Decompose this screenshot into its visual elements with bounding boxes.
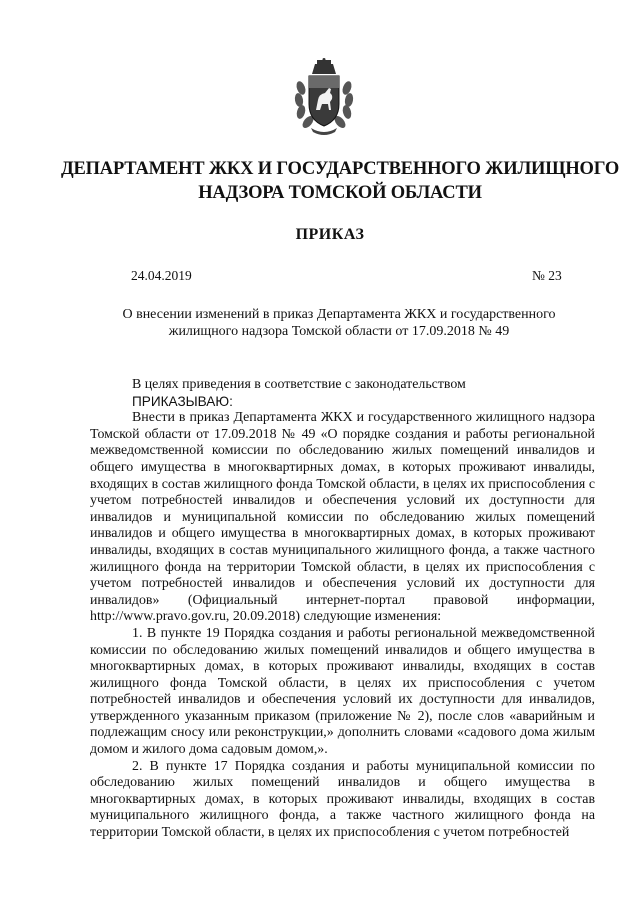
body-paragraph-main: Внести в приказ Департамента ЖКХ и государственного жилищного надзора Томской области от 17.09.2018 № 49 «О порядке создания и работы региональной межведомственной комиссии по обследованию жилых помещений инвалидов и общего имущества в многоквартирных домах, в которых проживают инвалиды, входящих в состав жилищного фонда Томской области, в целях их приспособления с учетом потребностей инвалидов и обеспечения условий их доступности для инвалидов и муниципальной комиссии по обследованию жилых помещений инвалидов и общего имущества в многоквартирных домах, в которых проживают инвалиды, входящих в состав муниципального жилищного фонда, а также частного жилищного фонда на территории Томской области, в целях их приспособления с учетом потребностей инвалидов и обеспечения условий их доступности для инвалидов» (Официальный интернет-портал правовой информации, http://www.pravo.gov.ru, 20.09.2018) следующие изменения: (90, 410, 595, 625)
order-subject-line2: жилищного надзора Томской области от 17.09.2018 № 49 (168, 324, 510, 339)
order-title: ПРИКАЗ (295, 226, 365, 243)
organization-name-line2: НАДЗОРА ТОМСКОЙ ОБЛАСТИ (198, 183, 482, 203)
order-body (90, 377, 595, 842)
intro-paragraph: В целях приведения в соответствие с законодательством (132, 377, 466, 392)
order-subject-line1: О внесении изменений в приказ Департамента ЖКХ и государственного (122, 307, 556, 322)
order-date: 24.04.2019 (131, 268, 192, 283)
body-paragraph-2: 2. В пункте 17 Порядка создания и работы муниципальной комиссии по обследованию жилых помещений инвалидов и общего имущества в многоквартирных домах, в которых проживают инвалиды, входящих в состав муниципального жилищного фонда, а также частного жилищного фонда на территории Томской области, в целях их приспособления с учетом потребностей (90, 758, 595, 841)
body-paragraph-1: 1. В пункте 19 Порядка создания и работы региональной межведомственной комиссии по обследованию жилых помещений инвалидов и общего имущества в многоквартирных домах, в которых проживают инвалиды, входящих в состав жилищного фонда Томской области, в целях их приспособления с учетом потребностей инвалидов и обеспечения условий их доступности для инвалидов, утвержденного указанным приказом (приложение № 2), после слов «аварийным и подлежащим сносу или реконструкции,» дополнить словами «садового дома жилым домом и жилого дома садовым домом,». (90, 625, 595, 758)
organization-name-line1: ДЕПАРТАМЕНТ ЖКХ И ГОСУДАРСТВЕННОГО ЖИЛИЩНОГО (60, 159, 620, 179)
order-subject (104, 306, 574, 340)
order-number: № 23 (532, 268, 562, 283)
prikazyvayu-line: ПРИКАЗЫВАЮ: (132, 393, 233, 409)
tomsk-region-coat-of-arms-icon (291, 58, 357, 136)
organization-name (40, 157, 640, 205)
